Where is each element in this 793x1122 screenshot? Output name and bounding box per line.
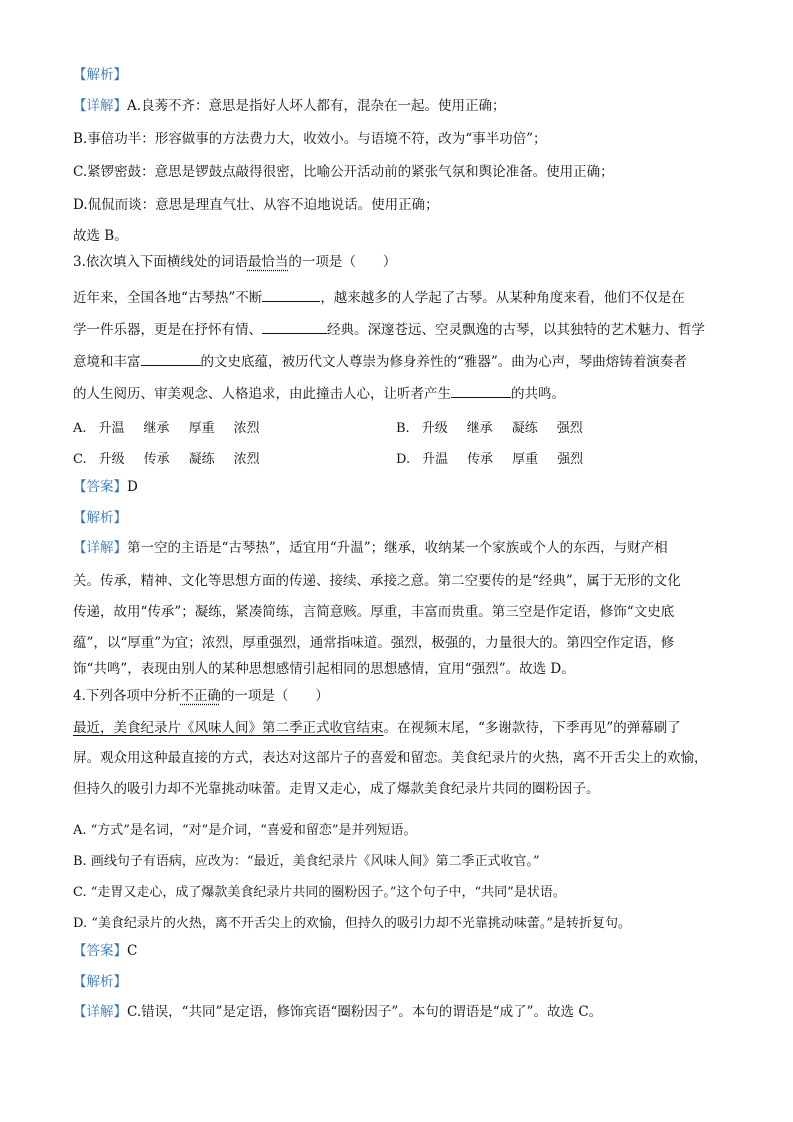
option-word: 强烈 xyxy=(556,421,583,436)
q2-detail-line-a xyxy=(73,100,506,114)
q3-passage-line xyxy=(73,321,705,338)
answer-value: C xyxy=(127,943,138,959)
q4-stem-a: 4.下列各项中分析 xyxy=(73,688,181,704)
analysis-tag: 【解析】 xyxy=(73,67,127,83)
q3-passage-text: 的人生阅历、审美观念、人格追求，由此撞击人心，让听者产生 xyxy=(73,386,451,402)
option-word: 凝练 xyxy=(188,452,215,467)
option-word: 厚重 xyxy=(188,421,215,436)
q3-explanation-line: 传递，故用“传承”；凝练，紧凑简练，言简意赅。厚重，丰富而贵重。第三空是作定语，修饰“文史底 xyxy=(73,604,675,620)
q3-passage-line xyxy=(73,289,685,306)
q3-passage-text: ，越来越多的人学起了古琴。从某种角度来看，他们不仅是在 xyxy=(320,290,685,306)
q3-passage-text: 的共鸣。 xyxy=(511,386,565,402)
option-word: 继承 xyxy=(466,421,493,436)
option-word: 传承 xyxy=(467,452,494,467)
q3-stem-b: 的一项是（ ） xyxy=(288,254,397,270)
q4-passage-line xyxy=(73,722,681,736)
q4-option-b: B. 画线句子有语病，应改为：“最近，美食纪录片《风味人间》第二季正式收官。” xyxy=(73,854,540,869)
q4-explanation-line xyxy=(73,1006,602,1020)
option-word: 浓烈 xyxy=(233,452,260,467)
q3-explanation-line: 关。传承，精神、文化等思想方面的传递、接续、承接之意。第二空要传的是“经典”，属于无形的文化 xyxy=(73,573,681,589)
q4-option-d: D. “美食纪录片的火热，离不开舌尖上的欢愉，但持久的吸引力却不光靠挑动味蕾。”是转折复句。 xyxy=(73,916,632,931)
q4-stem xyxy=(73,690,329,704)
q3-passage-text: 近年来，全国各地“古琴热”不断 xyxy=(73,290,263,306)
option-letter: D. xyxy=(396,452,411,467)
fill-blank-4 xyxy=(451,385,511,398)
option-word: 传承 xyxy=(143,452,170,467)
q3-answer xyxy=(73,481,138,495)
q2-line-a: A.良莠不齐：意思是指好人坏人都有，混杂在一起。使用正确； xyxy=(127,98,506,114)
q4-passage-text: 。在视频末尾，“多谢款待，下季再见”的弹幕刷了 xyxy=(383,720,681,736)
detail-tag: 【详解】 xyxy=(73,98,127,114)
option-letter: B. xyxy=(396,421,410,436)
analysis-tag: 【解析】 xyxy=(73,974,127,990)
detail-tag: 【详解】 xyxy=(73,540,127,556)
q3-stem xyxy=(73,256,396,270)
q3-passage-text: 学一件乐器，更是在抒怀有情、 xyxy=(73,322,262,338)
detail-tag: 【详解】 xyxy=(73,1004,127,1020)
option-letter: C. xyxy=(73,452,87,467)
option-word: 强烈 xyxy=(557,452,584,467)
q3-option-d xyxy=(396,448,602,467)
q3-explanation-line: 蕴”，以“厚重”为宜；浓烈，厚重强烈，通常指味道。强烈，极强的，力量很大的。第四空作定语，修 xyxy=(73,635,675,651)
q2-conclusion: 故选 B。 xyxy=(73,228,128,244)
analysis-tag: 【解析】 xyxy=(73,510,127,526)
option-word: 厚重 xyxy=(512,452,539,467)
answer-tag: 【答案】 xyxy=(73,479,127,495)
fill-blank-2 xyxy=(262,321,327,334)
option-word: 浓烈 xyxy=(233,421,260,436)
q3-passage-text: 经典。深邃苍远、空灵飘逸的古琴，以其独特的艺术魅力、哲学 xyxy=(327,322,705,338)
q4-option-c: C. “走胃又走心，成了爆款美食纪录片共同的圈粉因子。”这个句子中，“共同”是状语。 xyxy=(73,885,566,900)
q3-option-c xyxy=(73,448,279,467)
option-letter: A. xyxy=(73,421,87,436)
underlined-sentence: 最近，美食纪录片《风味人间》第二季正式收官结束 xyxy=(73,720,384,736)
q3-stem-a: 3.依次填入下面横线处的词语 xyxy=(73,254,248,270)
q4-option-a: A. “方式”是名词，“对”是介词，“喜爱和留恋”是并列短语。 xyxy=(73,823,417,838)
q4-passage-line: 屏。观众用这种最直接的方式，表达对这部片子的喜爱和留恋。美食纪录片的火热，离不开舌尖上的欢愉， xyxy=(73,750,708,766)
option-word: 升温 xyxy=(422,452,449,467)
q3-stem-dotted: 最恰当 xyxy=(247,254,289,270)
explanation-text: 第一空的主语是“古琴热”，适宜用“升温”；继承，收纳某一个家族或个人的东西，与财产相 xyxy=(127,540,668,556)
q4-stem-dotted: 不正确 xyxy=(180,688,221,704)
q2-line-d: D.侃侃而谈：意思是理直气壮、从容不迫地说话。使用正确； xyxy=(73,197,439,213)
q3-option-b xyxy=(396,417,602,436)
q3-option-a xyxy=(73,417,279,436)
q3-passage-line xyxy=(73,385,565,402)
explanation-text: C.错误，“共同”是定语，修饰宾语“圈粉因子”。本句的谓语是“成了”。故选 C。 xyxy=(127,1004,603,1020)
answer-value: D xyxy=(127,479,138,495)
q4-answer xyxy=(73,945,137,959)
q3-passage-text: 意境和丰富 xyxy=(73,354,141,370)
q4-stem-b: 的一项是（ ） xyxy=(220,688,329,704)
answer-tag: 【答案】 xyxy=(73,943,127,959)
option-word: 升级 xyxy=(98,452,125,467)
option-word: 升温 xyxy=(98,421,125,436)
option-word: 继承 xyxy=(143,421,170,436)
q3-explanation-line: 饰“共鸣”，表现由别人的某种思想感情引起相同的思想感情，宜用“强烈”。故选 D。 xyxy=(73,661,575,677)
fill-blank-3 xyxy=(141,353,201,366)
q4-passage-line: 但持久的吸引力却不光靠挑动味蕾。走胃又走心，成了爆款美食纪录片共同的圈粉因子。 xyxy=(73,781,600,797)
q3-explanation-line xyxy=(73,542,668,556)
option-word: 升级 xyxy=(421,421,448,436)
q3-passage-text: 的文史底蕴，被历代文人尊崇为修身养性的“雅器”。曲为心声，琴曲熔铸着演奏者 xyxy=(200,354,687,370)
option-word: 凝练 xyxy=(511,421,538,436)
q2-line-b: B.事倍功半：形容做事的方法费力大，收效小。与语境不符，改为“事半功倍”； xyxy=(73,131,547,147)
fill-blank-1 xyxy=(262,289,320,302)
q3-passage-line xyxy=(73,353,687,370)
q2-line-c: C.紧锣密鼓：意思是锣鼓点敲得很密，比喻公开活动前的紧张气氛和舆论准备。使用正确； xyxy=(73,164,614,180)
